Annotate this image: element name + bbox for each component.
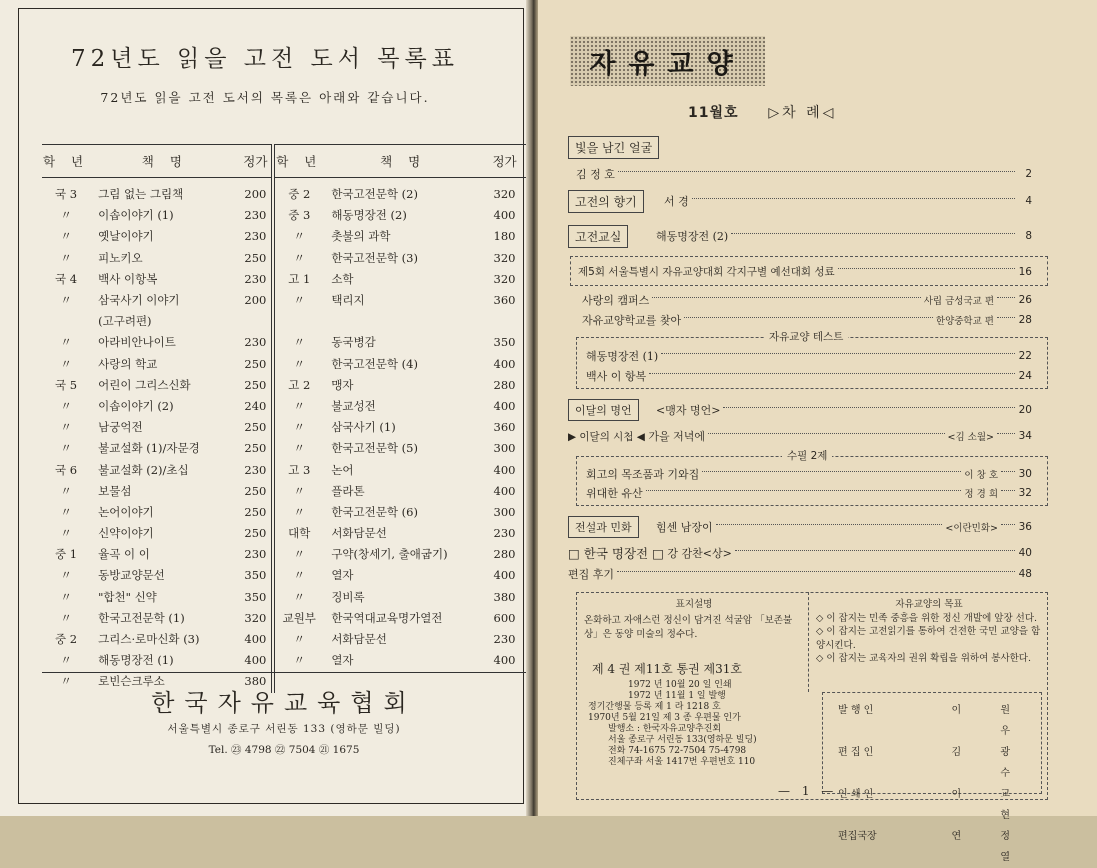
book-grade: 〃 — [60, 208, 72, 223]
toc-page-number: 34 — [1018, 430, 1032, 442]
book-grade: 〃 — [60, 526, 72, 541]
book-price: 230 — [493, 526, 516, 541]
staff-role: 발 행 인 — [838, 705, 874, 716]
organization-address: 서울특별시 종로구 서린동 133 (영하문 빌딩) — [167, 723, 401, 735]
toc-page-number: 30 — [1018, 468, 1032, 480]
book-title: 징비록 — [331, 589, 365, 604]
issue-month: 11월호 — [688, 105, 739, 121]
book-grade: 〃 — [60, 335, 72, 350]
table-row — [42, 248, 526, 269]
book-price: 230 — [240, 269, 274, 290]
table-row — [42, 417, 526, 438]
book-price: 230 — [240, 544, 274, 565]
print-date: 1972 년 10월 20 일 인쇄 — [628, 680, 732, 690]
book-price: 400 — [493, 483, 516, 498]
toc-entry-title: 서 경 — [664, 195, 689, 208]
header-year: 학 년 — [273, 145, 323, 178]
book-price: 230 — [240, 459, 274, 480]
staff-row — [838, 742, 1028, 784]
goal-item: ◇ 이 잡지는 교육자의 권위 확립을 위하여 봉사한다. — [816, 653, 1032, 664]
book-grade: 〃 — [60, 589, 72, 604]
table-row — [42, 523, 526, 544]
book-title: 남궁억전 — [98, 420, 143, 435]
book-grade: 〃 — [293, 653, 306, 668]
book-price: 600 — [493, 610, 516, 625]
book-title: 서화담문선 — [331, 526, 387, 541]
toc-page-number: 32 — [1018, 487, 1032, 499]
toc-entry-title: 가을 저녁에 — [648, 430, 706, 443]
staff-row — [838, 700, 1028, 742]
book-grade: 〃 — [293, 483, 306, 498]
book-title: 한국고전문학 (4) — [331, 356, 418, 371]
table-row — [42, 269, 526, 290]
book-grade: 〃 — [60, 441, 72, 456]
book-grade: 〃 — [60, 610, 72, 625]
book-price: 400 — [240, 629, 274, 650]
toc-section-title: 고전교실 — [568, 225, 628, 248]
staff-row — [838, 784, 1028, 826]
toc-entry-author: 사립 금성국교 편 — [923, 296, 994, 307]
toc-page-number: 8 — [1025, 230, 1032, 242]
table-row — [42, 311, 526, 332]
toc-entry-title: 자유교양학교를 찾아 — [582, 314, 682, 327]
book-price: 250 — [240, 417, 274, 438]
table-row — [42, 459, 526, 480]
book-title: 불교설화 (1)/자문경 — [98, 441, 200, 456]
book-grade: 〃 — [60, 229, 72, 244]
table-row — [42, 565, 526, 586]
book-grade: 국 5 — [55, 377, 78, 392]
toc-entry — [656, 228, 1032, 244]
book-grade — [273, 311, 323, 332]
book-price: 200 — [240, 178, 274, 206]
book-grade: 〃 — [293, 441, 306, 456]
book-title: (고구려편) — [98, 314, 152, 329]
header-year: 학 년 — [42, 145, 90, 178]
header-book: 책 명 — [323, 145, 483, 178]
book-grade: 〃 — [293, 568, 306, 583]
book-title: 그림 없는 그림책 — [98, 187, 184, 202]
book-grade: 교원부 — [282, 610, 316, 625]
toc-page-number: 22 — [1018, 350, 1032, 362]
book-grade — [42, 311, 90, 332]
header-book: 책 명 — [90, 145, 239, 178]
table-row — [42, 587, 526, 608]
book-title: 이솝이야기 (2) — [98, 398, 174, 413]
header-price: 정가 — [483, 145, 526, 178]
table-row — [42, 650, 526, 671]
book-price: 300 — [493, 441, 516, 456]
book-price: 250 — [240, 354, 274, 375]
table-row — [42, 544, 526, 565]
book-title: 소학 — [331, 271, 354, 286]
publication-info — [588, 680, 818, 768]
toc-entry-author: <김 소월> — [947, 432, 994, 443]
book-title: 서화담문선 — [331, 632, 387, 647]
toc-section-title: 고전의 향기 — [568, 190, 644, 213]
toc-page-number: 40 — [1018, 547, 1032, 559]
book-grade: 〃 — [293, 547, 306, 562]
book-grade: 〃 — [293, 335, 306, 350]
book-grade: 고 1 — [288, 271, 311, 286]
table-row — [42, 396, 526, 417]
goal-item: ◇ 이 잡지는 민족 중흥을 위한 정신 개발에 앞장 선다. — [816, 612, 1038, 624]
book-grade: 〃 — [293, 250, 306, 265]
book-price: 350 — [493, 335, 516, 350]
book-grade: 중 2 — [55, 632, 78, 647]
toc-section-title: 빛을 남긴 얼굴 — [568, 136, 659, 159]
toc-section-title: 이달의 명언 — [568, 399, 639, 421]
book-price: 250 — [240, 375, 274, 396]
cover-note-title: 표지설명 — [675, 599, 713, 610]
book-table — [42, 144, 526, 693]
table-row — [42, 205, 526, 226]
toc-entry-author: 한양중학교 편 — [935, 316, 994, 327]
toc-entry-title: 해동명장전 (2) — [656, 230, 729, 243]
book-price: 400 — [493, 398, 516, 413]
book-grade: 대학 — [288, 526, 311, 541]
book-price: 400 — [493, 568, 516, 583]
colophon-divider — [808, 592, 809, 692]
book-price: 360 — [493, 420, 516, 435]
toc-group-label: 수필 2제 — [782, 448, 832, 463]
toc-entry — [582, 292, 1032, 308]
toc-entry-title: 제5회 서울특별시 자유교양대회 각지구별 예선대회 성료 — [578, 266, 835, 278]
toc-entry — [586, 466, 1032, 482]
book-title: 불교설화 (2)/초십 — [98, 462, 189, 477]
book-title: 신약이야기 — [98, 526, 154, 541]
staff-name: 이 교 현 — [951, 789, 1028, 821]
book-grade: 국 6 — [55, 462, 78, 477]
toc-section-title: 전설과 민화 — [568, 516, 639, 538]
book-title: 삼국사기 (1) — [331, 420, 396, 435]
book-price: 250 — [240, 438, 274, 459]
book-grade: 국 4 — [55, 271, 78, 286]
divider — [42, 672, 526, 673]
staff-name: 김 광 수 — [951, 747, 1028, 779]
header-price: 정가 — [240, 145, 274, 178]
book-title: 택리지 — [331, 293, 365, 308]
book-title: 한국고전문학 (6) — [331, 504, 418, 519]
book-price: 250 — [240, 502, 274, 523]
masthead — [570, 36, 765, 86]
book-grade: 〃 — [60, 568, 72, 583]
postal-permit: 1970년 5월 21일 제 3 종 우편물 인가 — [588, 713, 741, 723]
book-price: 300 — [493, 504, 516, 519]
book-price: 250 — [240, 248, 274, 269]
toc-entry-author: 정 경 희 — [964, 489, 998, 500]
goal-item: ◇ 이 잡지는 고전읽기를 통하여 건전한 국민 교양을 함양시킨다. — [816, 626, 1041, 651]
book-title: 한국고전문학 (2) — [331, 187, 418, 202]
book-price: 250 — [240, 523, 274, 544]
toc-entry — [656, 402, 1032, 418]
book-title: 열자 — [331, 653, 354, 668]
book-price: 400 — [493, 356, 516, 371]
staff-name: 연 정 열 — [951, 831, 1028, 863]
toc-entry — [568, 544, 1032, 562]
publisher-address: 서울 종로구 서린동 133(영하문 빌딩) — [608, 735, 757, 745]
goals-title: 자유교양의 목표 — [895, 599, 963, 610]
book-title: 해동명장전 (2) — [331, 208, 407, 223]
book-price: 320 — [240, 608, 274, 629]
book-title: 한국고전문학 (3) — [331, 250, 418, 265]
list-subtitle: 72년도 읽을 고전 도서의 목록은 아래와 같습니다. — [100, 90, 430, 105]
toc-page-number: 28 — [1018, 314, 1032, 326]
toc-entry-title: 위대한 유산 — [586, 487, 643, 500]
book-price — [483, 311, 526, 332]
book-title: 이솝이야기 (1) — [98, 208, 174, 223]
book-title: "합천" 신약 — [98, 589, 157, 604]
book-title: 해동명장전 (1) — [98, 653, 174, 668]
toc-page-number: 2 — [1025, 168, 1032, 180]
book-title: 옛날이야기 — [98, 229, 154, 244]
book-title: 로빈슨크루소 — [98, 674, 165, 689]
book-title: 아라비안나이트 — [98, 335, 176, 350]
book-grade: 〃 — [60, 356, 72, 371]
book-title: 사랑의 학교 — [98, 356, 158, 371]
book-price: 280 — [493, 547, 516, 562]
toc-entry-title: 편집 후기 — [568, 568, 615, 581]
book-grade: 〃 — [293, 420, 306, 435]
volume-info: 제 4 권 제11호 통권 제31호 — [592, 662, 742, 676]
toc-entry-author: 이 창 호 — [964, 470, 998, 481]
toc-entry-title: 해동명장전 (1) — [586, 350, 659, 363]
book-price: 320 — [493, 271, 516, 286]
toc-entry-title: 김 정 호 — [576, 168, 615, 181]
table-row — [42, 629, 526, 650]
publisher-phone: 전화 74-1675 72-7504 75-4798 — [608, 746, 747, 756]
postal-account: 진체구좌 서울 1417번 우편번호 110 — [608, 757, 756, 767]
table-row — [42, 226, 526, 247]
masthead-text: 자유교양 — [589, 49, 746, 80]
book-title: 논어이야기 — [98, 504, 154, 519]
staff-role: 편집국장 — [838, 831, 877, 842]
toc-group-label: 자유교양 테스트 — [764, 329, 848, 344]
publisher: 발행소 : 한국자유교양추진회 — [608, 724, 722, 734]
table-row — [42, 332, 526, 353]
book-price: 360 — [493, 293, 516, 308]
toc-page-number: 24 — [1018, 370, 1032, 382]
toc-page-number: 20 — [1018, 404, 1032, 416]
book-title: 논어 — [331, 462, 354, 477]
book-title: 구약(창세기, 출애굽기) — [331, 547, 448, 562]
book-price: 230 — [240, 226, 274, 247]
book-title: 어린이 그리스신화 — [98, 377, 191, 392]
staff-row — [838, 826, 1028, 868]
book-price: 240 — [240, 396, 274, 417]
table-row — [42, 290, 526, 311]
book-title: 플라톤 — [331, 483, 365, 498]
book-grade: 중 1 — [55, 547, 78, 562]
toc-page-number: 16 — [1018, 265, 1032, 278]
table-row — [42, 354, 526, 375]
book-price: 180 — [493, 229, 516, 244]
staff-list — [838, 700, 1028, 868]
book-grade: 중 3 — [288, 208, 311, 223]
book-title: 피노키오 — [98, 250, 143, 265]
organization-name: 한국자유교육협회 — [151, 689, 417, 717]
book-grade: 〃 — [293, 589, 306, 604]
toc-entry-author: <이란민화> — [945, 523, 998, 534]
toc-entry — [578, 264, 1032, 279]
organization-tel: Tel. ㉓ 4798 ㉒ 7504 ㉑ 1675 — [208, 744, 360, 756]
book-price: 400 — [493, 462, 516, 477]
cover-note-text: 온화하고 자애스런 정신이 담겨진 석굴암 「보존불상」은 동양 미술의 정수다. — [584, 615, 793, 640]
right-page — [538, 0, 1097, 863]
book-title: 불교성전 — [331, 398, 376, 413]
toc-entry-title: 사랑의 캠퍼스 — [582, 294, 650, 307]
book-title: 동방교양문선 — [98, 568, 165, 583]
book-price: 400 — [493, 653, 516, 668]
book-grade: 〃 — [60, 398, 72, 413]
book-grade: 고 3 — [288, 462, 311, 477]
toc-entry — [656, 519, 1032, 535]
table-header-row — [42, 145, 526, 178]
book-title: 촛불의 과학 — [331, 229, 391, 244]
toc-entry-title: <맹자 명언> — [656, 404, 721, 417]
table-row — [42, 481, 526, 502]
book-price — [240, 311, 274, 332]
book-price: 230 — [240, 332, 274, 353]
book-price: 380 — [493, 589, 516, 604]
table-row — [42, 608, 526, 629]
toc-entry-label: □ 한국 명장전 □ — [568, 546, 664, 561]
book-price: 400 — [493, 208, 516, 223]
book-title: 동국병감 — [331, 335, 376, 350]
toc-page-number: 48 — [1018, 568, 1032, 580]
toc-entry — [586, 368, 1032, 384]
issue-date: 1972 년 11월 1 일 발행 — [628, 691, 726, 701]
book-price: 230 — [493, 632, 516, 647]
toc-entry — [568, 566, 1032, 582]
book-price: 280 — [493, 377, 516, 392]
book-price: 250 — [240, 481, 274, 502]
book-title: 백사 이항복 — [98, 271, 158, 286]
contents-label: ▷차 례◁ — [768, 105, 837, 121]
toc-entry — [576, 166, 1032, 182]
book-grade: 〃 — [60, 483, 72, 498]
table-row — [42, 178, 526, 206]
book-price: 200 — [240, 290, 274, 311]
book-grade: 〃 — [60, 250, 72, 265]
book-grade: 중 2 — [288, 187, 311, 202]
table-row — [42, 375, 526, 396]
book-title: 율곡 이 이 — [98, 547, 150, 562]
book-title: 보물섬 — [98, 483, 132, 498]
goals — [816, 598, 1042, 666]
table-row — [42, 502, 526, 523]
book-grade: 〃 — [293, 504, 306, 519]
book-grade: 국 3 — [55, 187, 78, 202]
book-price: 400 — [240, 650, 274, 671]
staff-role: 편 집 인 — [838, 747, 874, 758]
registration: 정기간행물 등록 제 1 라 1218 호 — [588, 702, 721, 712]
staff-role: 인 쇄 인 — [838, 789, 874, 800]
book-grade: 〃 — [60, 674, 72, 689]
book-grade: 〃 — [293, 293, 306, 308]
book-grade: 〃 — [293, 398, 306, 413]
toc-entry — [586, 485, 1032, 501]
table-row — [42, 438, 526, 459]
toc-entry — [568, 428, 1032, 444]
toc-entry — [582, 312, 1032, 328]
toc-page-number: 4 — [1025, 195, 1032, 207]
book-title: 맹자 — [331, 377, 354, 392]
book-grade: 〃 — [293, 356, 306, 371]
issue-heading — [688, 102, 836, 122]
toc-entry — [664, 193, 1032, 209]
toc-entry-title: 백사 이 항복 — [586, 370, 647, 383]
toc-entry — [586, 348, 1032, 364]
book-price: 230 — [240, 205, 274, 226]
book-title: 한국역대교육명가열전 — [331, 610, 443, 625]
book-grade: 〃 — [293, 632, 306, 647]
cover-note — [584, 598, 804, 642]
book-grade: 〃 — [60, 504, 72, 519]
toc-entry-label: ▶ 이달의 시첩 ◀ — [568, 430, 645, 443]
book-title: 열자 — [331, 568, 354, 583]
book-title: 한국고전문학 (5) — [331, 441, 418, 456]
book-grade: 고 2 — [288, 377, 311, 392]
book-price: 350 — [240, 587, 274, 608]
staff-name: 이 원 우 — [951, 705, 1028, 737]
toc-entry-title: 회고의 목조품과 기와집 — [586, 468, 700, 481]
book-title: 삼국사기 이야기 — [98, 293, 180, 308]
book-grade: 〃 — [60, 293, 72, 308]
book-price: 380 — [240, 671, 274, 692]
page-number: — 1 — — [778, 784, 838, 798]
left-page — [0, 0, 530, 816]
toc-entry-title: 강 감찬<상> — [667, 547, 732, 560]
toc-entry-title: 힘센 남장이 — [656, 521, 713, 534]
book-price: 320 — [493, 250, 516, 265]
book-title: 그리스·로마신화 (3) — [98, 632, 200, 647]
book-title — [323, 311, 483, 332]
book-grade: 〃 — [293, 229, 306, 244]
book-grade: 〃 — [60, 420, 72, 435]
book-title: 한국고전문학 (1) — [98, 610, 185, 625]
list-title: 72년도 읽을 고전 도서 목록표 — [71, 46, 459, 72]
book-grade: 〃 — [60, 653, 72, 668]
book-price: 320 — [493, 187, 516, 202]
toc-page-number: 36 — [1018, 521, 1032, 533]
toc-page-number: 26 — [1018, 294, 1032, 306]
book-price: 350 — [240, 565, 274, 586]
